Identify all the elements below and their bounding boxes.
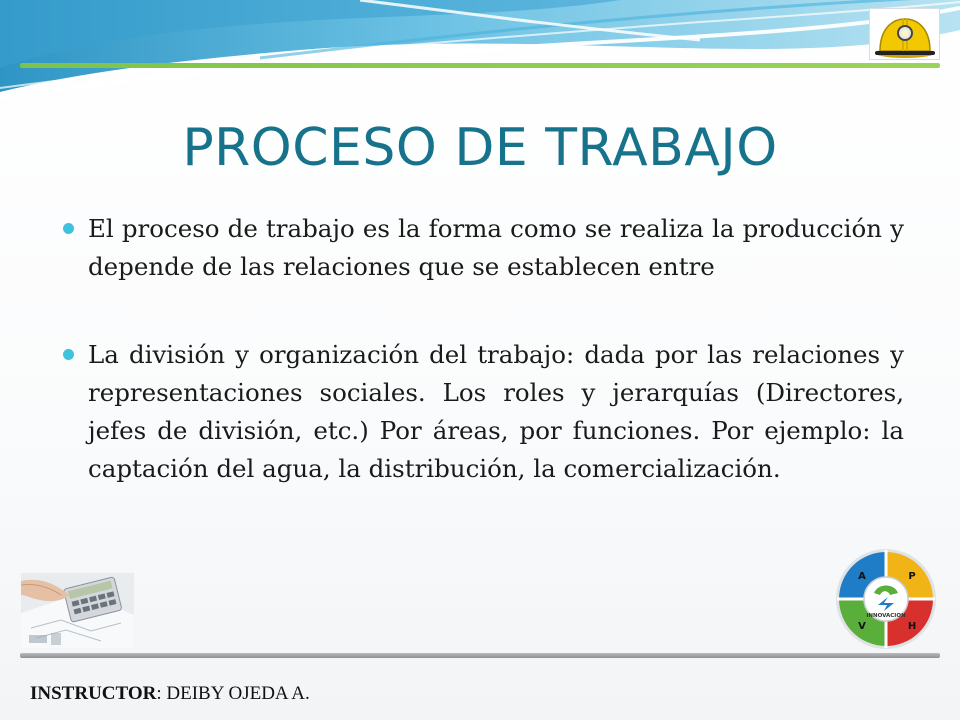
apvh-cycle-logo: [832, 545, 940, 653]
bullet-text: El proceso de trabajo es la forma como se realiza la producción y depende de las relaciones que se establecen entre: [88, 214, 904, 281]
apvh-center-label: INNOVACION: [866, 613, 906, 619]
bullet-marker: [63, 223, 74, 234]
apvh-label-v: V: [858, 621, 866, 632]
header-divider: [20, 63, 940, 68]
bullet-item: [62, 336, 904, 488]
bullet-item: [62, 210, 904, 286]
calculator-photo: [21, 573, 134, 648]
header-swoosh-decoration: [0, 0, 960, 110]
slide-title: PROCESO DE TRABAJO: [182, 118, 778, 178]
instructor-name: DEIBY OJEDA A.: [166, 683, 310, 704]
bullet-text: La división y organización del trabajo: dada por las relaciones y representaciones sociales. Los roles y jerarquías (Directores, jefes de división, etc.) Por áreas, por funciones. Por ejemplo: la captación del agua, la distribución, la comercialización.: [88, 340, 904, 483]
instructor-separator: :: [156, 683, 167, 704]
instructor-credit: [30, 683, 310, 705]
apvh-label-h: H: [907, 621, 917, 632]
mining-helmet-icon: [869, 8, 940, 60]
bullet-list: [62, 210, 904, 488]
apvh-label-a: A: [858, 571, 866, 582]
apvh-label-p: P: [908, 571, 916, 582]
footer-divider: [20, 653, 940, 658]
bullet-marker: [63, 349, 74, 360]
instructor-label: INSTRUCTOR: [30, 683, 157, 704]
